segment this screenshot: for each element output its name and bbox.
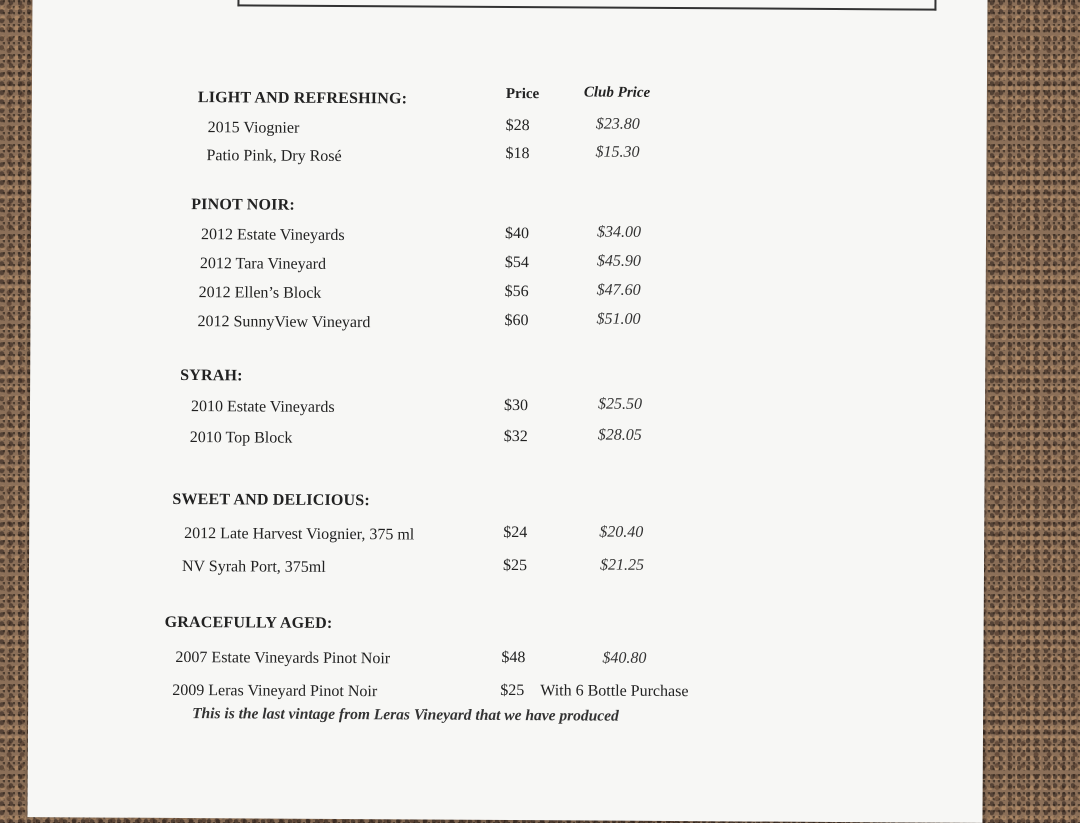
item-club-price: $34.00 [597,223,642,241]
item-club-price: $28.05 [597,426,642,444]
item-club-price: $45.90 [596,252,641,270]
item-name: 2007 Estate Vineyards Pinot Noir [175,648,391,668]
item-club-price: $15.30 [595,143,640,161]
item-price: $28 [505,116,530,135]
item-price: $48 [501,648,526,667]
item-name: 2012 Ellen’s Block [198,284,322,302]
bottle-purchase-note: With 6 Bottle Purchase [540,682,689,701]
item-name: 2010 Top Block [189,429,293,447]
item-club-price: $20.40 [599,523,644,541]
item-price: $56 [504,282,529,301]
item-price: $30 [503,396,529,415]
footnote: This is the last vintage from Leras Vineyard that we have produced [192,705,619,725]
club-price-column-header: Club Price [583,84,651,101]
item-name: 2010 Estate Vineyards [190,398,335,416]
item-name: 2009 Leras Vineyard Pinot Noir [172,681,378,701]
item-price: $54 [504,253,529,272]
price-column-header: Price [505,85,540,103]
item-price: $25 [502,556,528,575]
item-name: NV Syrah Port, 375ml [181,558,326,576]
item-price: $40 [504,224,530,243]
item-name: 2012 Late Harvest Viognier, 375 ml [184,525,415,544]
item-name: 2015 Viognier [207,119,300,137]
item-club-price: $40.80 [602,649,647,667]
item-club-price: $21.25 [599,556,645,574]
item-name: 2012 SunnyView Vineyard [197,313,371,332]
item-club-price: $51.00 [596,310,641,328]
item-club-price: $23.80 [595,115,640,133]
section-title-syrah: SYRAH: [180,367,243,385]
item-name: 2012 Estate Vineyards [200,226,345,245]
item-name: Patio Pink, Dry Rosé [206,147,342,165]
item-club-price: $25.50 [597,395,643,413]
section-title-aged: GRACEFULLY AGED: [164,613,333,632]
section-title-sweet: SWEET AND DELICIOUS: [172,490,371,510]
item-club-price: $47.60 [596,281,641,299]
item-price: $32 [503,427,528,446]
section-title-pinot: PINOT NOIR: [191,196,295,214]
item-price: $18 [505,144,530,163]
item-price: $24 [503,523,528,542]
wine-menu-sheet [27,0,987,823]
section-title-light: LIGHT AND REFRESHING: [197,89,408,108]
item-price: $60 [504,311,529,330]
item-name: 2012 Tara Vineyard [199,255,327,273]
item-price: $25 [500,681,525,700]
header-box [237,0,936,11]
